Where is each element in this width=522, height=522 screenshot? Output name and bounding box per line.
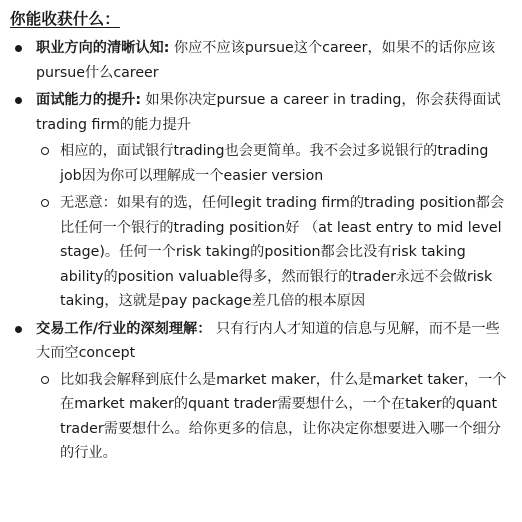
sub-list-item xyxy=(60,191,510,314)
sub-list xyxy=(36,368,510,466)
sub-list-item xyxy=(60,368,510,466)
circle-bullet-icon xyxy=(41,199,49,207)
sub-list-item xyxy=(60,139,510,188)
item-lead: 交易工作/行业的深刻理解： xyxy=(36,320,212,337)
item-text: 如果你决定pursue a career in trading，你会获得面试trading firm的能力提升 xyxy=(36,92,501,133)
circle-bullet-icon xyxy=(41,147,49,155)
bullet-icon xyxy=(15,45,22,52)
bullet-icon xyxy=(15,326,22,333)
sub-list xyxy=(36,139,510,314)
item-text: 你应不应该pursue这个career，如果不的话你应该pursue什么career xyxy=(36,40,496,81)
bullet-icon xyxy=(15,97,22,104)
item-lead: 职业方向的清晰认知: xyxy=(36,40,170,56)
item-lead: 面试能力的提升: xyxy=(36,92,141,108)
circle-bullet-icon xyxy=(41,376,49,384)
list-item-interview-skills xyxy=(36,88,510,314)
sub-item-text: 相应的，面试银行trading也会更简单。我不会过多说银行的trading job因为你可以理解成一个easier version xyxy=(60,143,489,184)
list-item-industry-understanding xyxy=(36,317,510,466)
sub-item-text: 比如我会解释到底什么是market maker，什么是market taker，一个在market maker的quant trader需要想什么，一个在taker的quant trader需要想什么。给你更多的信息，让你决定你想要进入哪一个细分的行业。 xyxy=(60,371,507,461)
benefits-list xyxy=(6,36,510,466)
sub-item-text: 无恶意：如果有的选，任何legit trading firm的trading position都会比任何一个银行的trading position好 （at least entry to mid level stage)。任何一个risk taking的position都会比没有risk taking ability的position valuable得多，然而银行的trader永远不会做risk taking，这就是pay package差几倍的根本原因 xyxy=(60,195,505,309)
list-item-career-direction xyxy=(36,36,510,85)
item-text: 只有行内人才知道的信息与见解，而不是一些大而空concept xyxy=(36,320,500,361)
section-title: 你能收获什么： xyxy=(10,10,120,28)
